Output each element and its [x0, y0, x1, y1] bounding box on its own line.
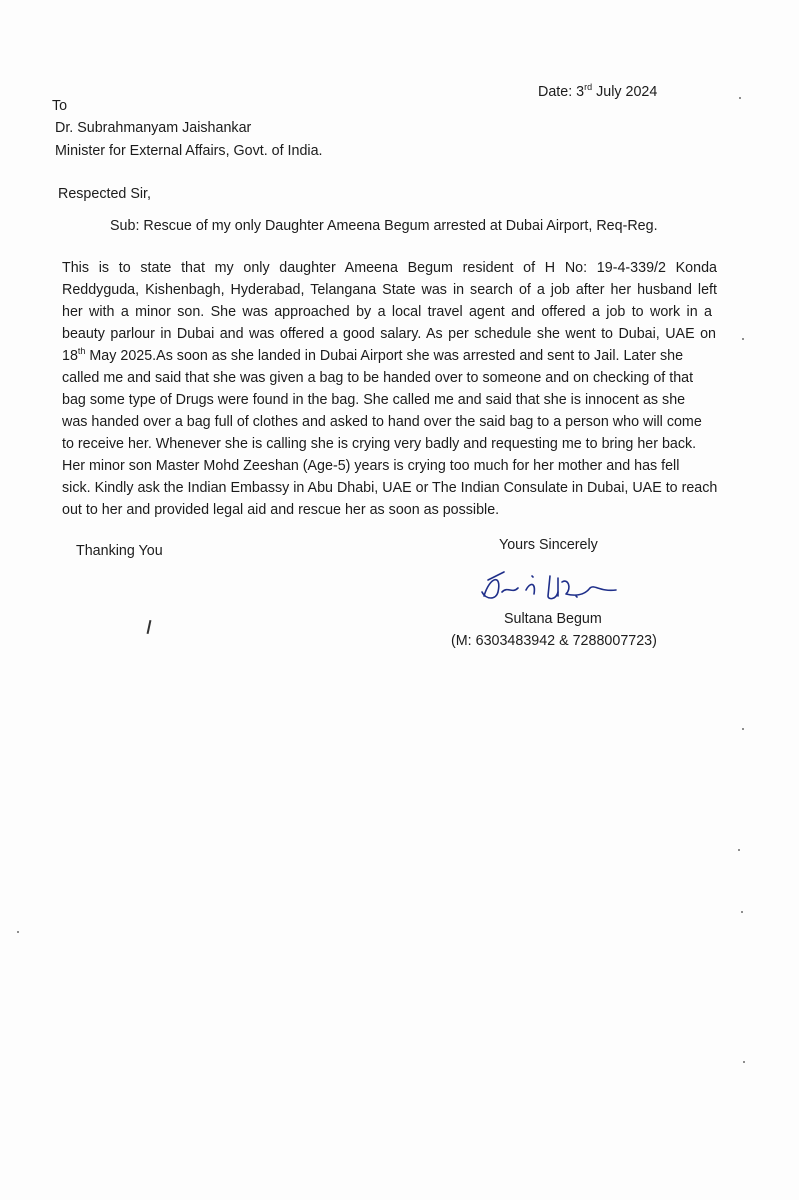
body-line: sick. Kindly ask the Indian Embassy in Abu Dhabi, UAE or The Indian Consulate in Dubai, UAE to reach [62, 480, 718, 496]
sender-phone: (M: 6303483942 & 7288007723) [451, 633, 657, 649]
letter-date: Date: 3rd July 2024 [538, 82, 658, 100]
subject-line: Sub: Rescue of my only Daughter Ameena Begum arrested at Dubai Airport, Req-Reg. [110, 218, 658, 234]
scan-speck [741, 911, 743, 913]
closing-thanks: Thanking You [76, 543, 163, 559]
body-line: bag some type of Drugs were found in the bag. She called me and said that she is innocent as she [62, 392, 686, 408]
body-line: Her minor son Master Mohd Zeeshan (Age-5) years is crying too much for her mother and has fell [62, 458, 680, 474]
scan-speck [742, 728, 744, 730]
handwritten-signature [476, 566, 626, 608]
recipient-title: Minister for External Affairs, Govt. of India. [55, 143, 323, 159]
body-line: called me and said that she was given a bag to be handed over to someone and on checking of that [62, 370, 694, 386]
closing-sincerely: Yours Sincerely [499, 537, 598, 553]
body-line: beauty parlour in Dubai and was offered a good salary. As per schedule she went to Dubai, UAE on [62, 326, 716, 342]
scan-speck [743, 1061, 745, 1063]
scan-speck [17, 931, 19, 933]
sender-name: Sultana Begum [504, 611, 602, 627]
scan-speck [739, 97, 741, 99]
body-line: her with a minor son. She was approached by a local travel agent and offered a job to work in a [62, 304, 712, 320]
recipient-name: Dr. Subrahmanyam Jaishankar [55, 120, 252, 136]
body-line: out to her and provided legal aid and rescue her as soon as possible. [62, 502, 500, 518]
body-line: Reddyguda, Kishenbagh, Hyderabad, Telangana State was in search of a job after her husband left [62, 282, 717, 298]
body-line: 18th May 2025.As soon as she landed in Dubai Airport she was arrested and sent to Jail. Later she [62, 346, 684, 364]
salutation: Respected Sir, [58, 186, 151, 202]
stray-pen-mark [147, 620, 152, 634]
scan-speck [738, 849, 740, 851]
body-line: This is to state that my only daughter Ameena Begum resident of H No: 19-4-339/2 Konda [62, 260, 717, 276]
scan-speck [742, 338, 744, 340]
body-line: to receive her. Whenever she is calling she is crying very badly and requesting me to bring her back. [62, 436, 697, 452]
body-line: was handed over a bag full of clothes and asked to hand over the said bag to a person who will come [62, 414, 702, 430]
to-label: To [52, 98, 68, 114]
